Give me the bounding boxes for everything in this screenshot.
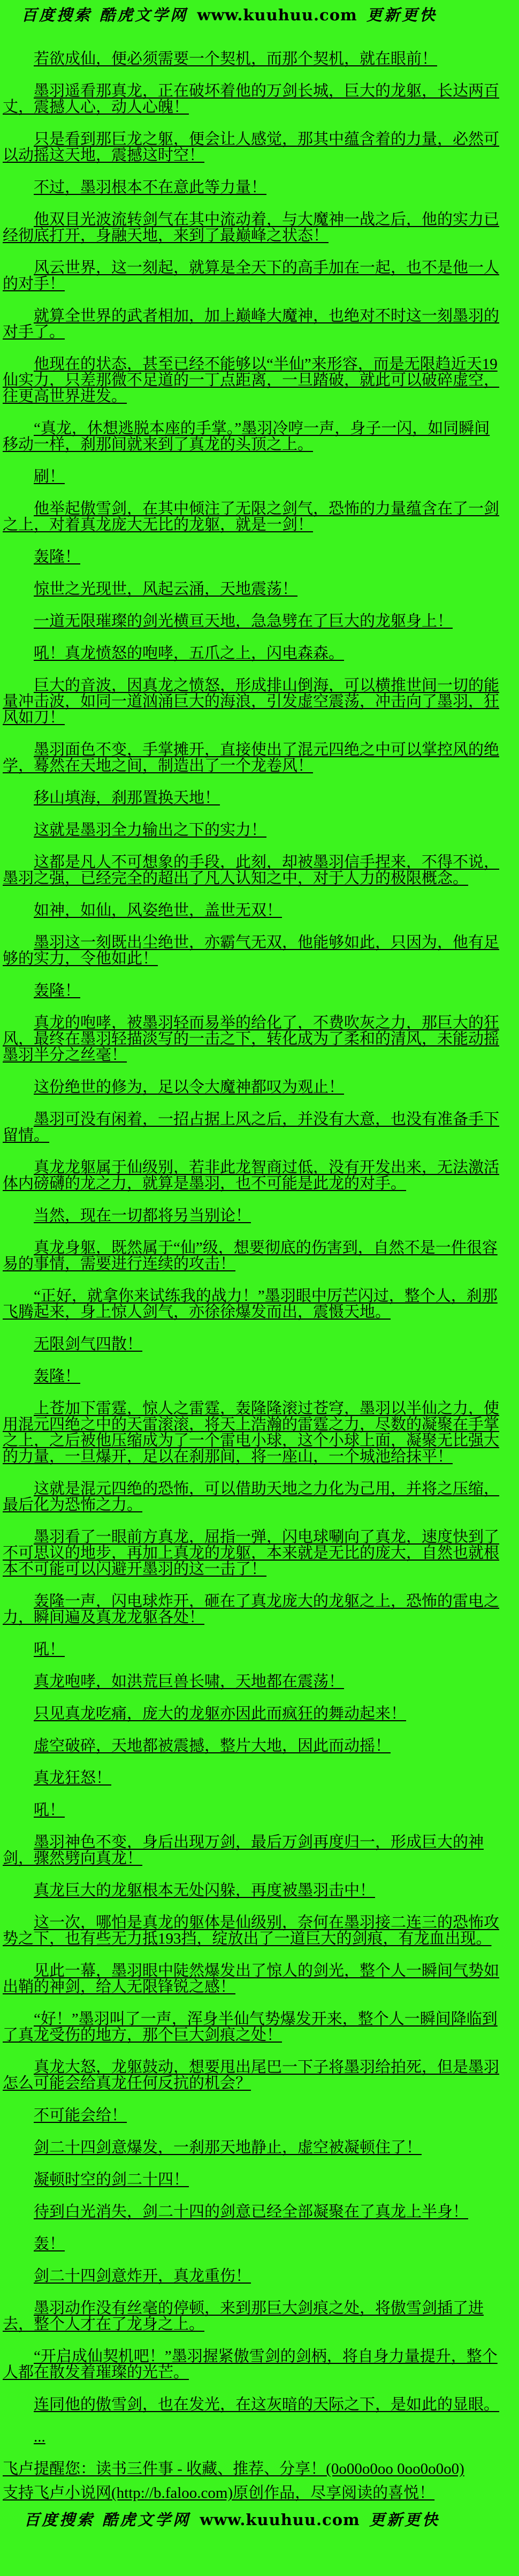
chapter-text [0, 51, 503, 2445]
novel-paragraph: 这都是凡人不可想象的手段，此刻，却被墨羽信手捏来，不得不说，墨羽之强，已经完全的超出了凡人认知之中，对于人力的极限概念。 [3, 854, 500, 887]
novel-paragraph: 待到白光消失，剑二十四的剑意已经全部凝聚在了真龙上半身！ [34, 2203, 469, 2220]
brand-footer-prefix: 百度搜索 酷虎文学网 [24, 2511, 191, 2529]
novel-paragraph: 真龙身躯，既然属于“仙”级，想要彻底的伤害到，自然不是一件很容易的事情，需要进行连续的攻击！ [3, 1239, 498, 1272]
novel-paragraph: 凝顿时空的剑二十四！ [34, 2171, 189, 2188]
novel-paragraph: 轰隆一声，闪电球炸开，砸在了真龙庞大的龙躯之上，恐怖的雷电之力，瞬间遍及真龙龙躯各处！ [3, 1593, 500, 1626]
novel-paragraph: 无限剑气四散！ [34, 1336, 143, 1353]
novel-paragraph: 只见真龙吃痛，庞大的龙躯亦因此而疯狂的舞动起来！ [34, 1705, 407, 1722]
novel-paragraph: 吼！ [34, 1641, 65, 1658]
novel-paragraph: “真龙，休想逃脱本座的手掌。”墨羽冷哼一声，身子一闪，如同瞬间移动一样，刹那间就来到了真龙的头顶之上。 [3, 420, 490, 453]
novel-paragraph: 虚空破碎，天地都被震撼，整片大地，因此而动摇！ [34, 1737, 391, 1754]
novel-paragraph: “好！”墨羽叫了一声，浑身半仙气势爆发开来，整个人一瞬间降临到了真龙受伤的地方，那个巨大剑痕之处！ [3, 2010, 498, 2044]
reader-note: 支持飞卢小说网(http://b.faloo.com)原创作品，尽享阅读的喜悦！ [3, 2484, 435, 2502]
novel-paragraph: “正好，就拿你来试练我的战力！”墨羽眼中厉芒闪过，整个人，刹那飞腾起来，身上惊人剑气，亦徐徐爆发而出，震慑天地。 [3, 1287, 498, 1321]
novel-paragraph: 他现在的状态，甚至已经不能够以“半仙”来形容，而是无限趋近天19仙实力，只差那微不足道的一丁点距离，一旦踏破，就此可以破碎虚空，往更高世界进发。 [3, 356, 500, 405]
novel-paragraph: 轰隆！ [34, 548, 81, 566]
novel-paragraph: 墨羽动作没有丝毫的停顿，来到那巨大剑痕之处，将傲雪剑插了进去，整个人才在了龙身之上。 [3, 2300, 484, 2333]
novel-paragraph: 轰！ [34, 2235, 65, 2253]
novel-paragraph: 若欲成仙，便必须需要一个契机，而那个契机，就在眼前！ [34, 50, 438, 67]
novel-paragraph: 剑二十四剑意炸开，真龙重伤！ [34, 2268, 251, 2285]
novel-paragraph: 风云世界，这一刻起，就算是全天下的高手加在一起，也不是他一人的对手！ [3, 259, 500, 292]
novel-paragraph: 移山填海，刹那置换天地！ [34, 789, 220, 807]
novel-paragraph: 真龙狂怒！ [34, 1769, 112, 1787]
site-brand-footer [0, 2509, 519, 2531]
novel-paragraph: 他举起傲雪剑，在其中倾注了无限之剑气，恐怖的力量蕴含在了一剑之上，对着真龙庞大无比的龙躯，就是一剑！ [3, 500, 500, 533]
reader-notes [0, 2461, 503, 2501]
novel-paragraph: 如神，如仙，风姿绝世，盖世无双！ [34, 902, 283, 919]
brand-footer-url: www.kuuhuu.com [200, 2511, 360, 2529]
novel-paragraph: 吼！真龙愤怒的咆哮，五爪之上，闪电森森。 [34, 645, 345, 662]
novel-paragraph: “开启成仙契机吧！”墨羽握紧傲雪剑的剑柄，将自身力量提升，整个人都在散发着璀璨的光芒。 [3, 2348, 498, 2381]
novel-paragraph: 上苍加下雷霆，惊人之雷霆，轰隆隆滚过苍穹，墨羽以半仙之力，使用混元四绝之中的天雷滚滚，将天上浩瀚的雷霆之力，尽数的凝聚在手掌之上，之后被他压缩成为了一个雷电小球，这个小球上面，凝聚无比强大的力量，一旦爆开，足以在刹那间，将一座山，一个城池给抹平！ [3, 1400, 500, 1465]
novel-paragraph: 惊世之光现世，风起云涌，天地震荡！ [34, 581, 298, 598]
site-brand-header [0, 0, 519, 26]
novel-paragraph: 真龙龙躯属于仙级别，若非此龙智商过低，没有开发出来，无法激活体内磅礴的龙之力，就算是墨羽，也不可能是此龙的对手。 [3, 1159, 500, 1192]
novel-paragraph: 见此一幕，墨羽眼中陡然爆发出了惊人的剑光，整个人一瞬间气势如出鞘的神剑，给人无限锋锐之感！ [3, 1962, 500, 1995]
novel-paragraph: 真龙咆哮，如洪荒巨兽长啸，天地都在震荡！ [34, 1673, 345, 1690]
novel-paragraph: 墨羽看了一眼前方真龙，屈指一弹，闪电球唰向了真龙，速度快到了不可思议的地步，再加上真龙的龙躯，本来就是无比的庞大，自然也就根本不可能可以闪避开墨羽的这一击了！ [3, 1528, 500, 1578]
novel-paragraph: 剑二十四剑意爆发，一刹那天地静止，虚空被凝顿住了！ [34, 2139, 422, 2156]
novel-paragraph: 这份绝世的修为，足以令大魔神都叹为观止！ [34, 1079, 345, 1096]
novel-paragraph: 墨羽这一刻既出尘绝世，亦霸气无双，他能够如此，只因为，他有足够的实力，令他如此！ [3, 934, 500, 967]
novel-paragraph: 当然，现在一切都将另当别论！ [34, 1207, 251, 1224]
novel-paragraph: 真龙大怒，龙躯鼓动，想要甩出尾巴一下子将墨羽给拍死，但是墨羽怎么可能会给真龙任何反抗的机会？ [3, 2059, 500, 2092]
novel-paragraph: 这就是墨羽全力输出之下的实力！ [34, 822, 267, 839]
brand-header-prefix: 百度搜索 酷虎文学网 [21, 6, 188, 24]
novel-paragraph: 真龙的咆哮，被墨羽轻而易举的给化了，不费吹灰之力，那巨大的狂风，最终在墨羽轻描淡写的一击之下，转化成为了柔和的清风，未能动摇墨羽半分之丝毫！ [3, 1014, 500, 1064]
novel-paragraph: 轰隆！ [34, 1368, 81, 1385]
novel-paragraph: 就算全世界的武者相加，加上巅峰大魔神，也绝对不时这一刻墨羽的对手了。 [3, 307, 500, 341]
novel-paragraph: 墨羽可没有闲着，一招占据上风之后，并没有大意，也没有准备手下留情。 [3, 1111, 500, 1144]
brand-header-suffix: 更新更快 [366, 6, 437, 24]
novel-paragraph: 刷！ [34, 468, 65, 485]
brand-footer-suffix: 更新更快 [369, 2511, 440, 2529]
brand-header-url: www.kuuhuu.com [197, 6, 357, 24]
novel-paragraph: 墨羽面色不变，手掌摊开，直接使出了混元四绝之中可以掌控风的绝学，蓦然在天地之间，制造出了一个龙卷风！ [3, 741, 500, 774]
novel-paragraph: 墨羽神色不变，身后出现万剑，最后万剑再度归一，形成巨大的神剑，骤然劈向真龙！ [3, 1834, 484, 1867]
novel-paragraph: 巨大的音波，因真龙之愤怒，形成排山倒海，可以横推世间一切的能量冲击波，如同一道汹涌巨大的海浪，引发虚空震荡，冲击向了墨羽，狂风如刀！ [3, 677, 500, 726]
novel-paragraph: 连同他的傲雪剑，也在发光，在这灰暗的天际之下，是如此的显眼。 [34, 2396, 500, 2413]
novel-paragraph: 他双目光波流转剑气在其中流动着，与大魔神一战之后，他的实力已经彻底打开，身融天地，来到了最巅峰之状态！ [3, 211, 500, 244]
novel-paragraph: ... [34, 2428, 45, 2445]
novel-paragraph: 不过，墨羽根本不在意此等力量！ [34, 179, 267, 196]
novel-paragraph: 只是看到那巨龙之躯，便会让人感觉，那其中蕴含着的力量，必然可以动摇这天地，震撼这时空！ [3, 131, 500, 164]
novel-paragraph: 这就是混元四绝的恐怖，可以借助天地之力化为己用，并将之压缩，最后化为恐怖之力。 [3, 1480, 500, 1513]
novel-paragraph: 吼！ [34, 1802, 65, 1819]
novel-paragraph: 这一次，哪怕是真龙的躯体是仙级别，奈何在墨羽接二连三的恐怖攻势之下，也有些无力抵193挡，绽放出了一道巨大的剑痕，有龙血出现。 [3, 1914, 500, 1947]
reader-note: 飞卢提醒您：读书三件事 - 收藏、推荐、分享！(0o00o0oo 0oo0o0o0) [3, 2460, 464, 2477]
novel-paragraph: 轰隆！ [34, 982, 81, 999]
novel-paragraph: 墨羽遥看那真龙，正在破坏着他的万剑长城，巨大的龙躯，长达两百丈，震撼人心，动人心魄！ [3, 82, 500, 116]
novel-paragraph: 一道无限璀璨的剑光横亘天地，急急劈在了巨大的龙躯身上！ [34, 613, 453, 630]
novel-paragraph: 不可能会给！ [34, 2107, 127, 2124]
novel-paragraph: 真龙巨大的龙躯根本无处闪躲，再度被墨羽击中！ [34, 1882, 376, 1899]
